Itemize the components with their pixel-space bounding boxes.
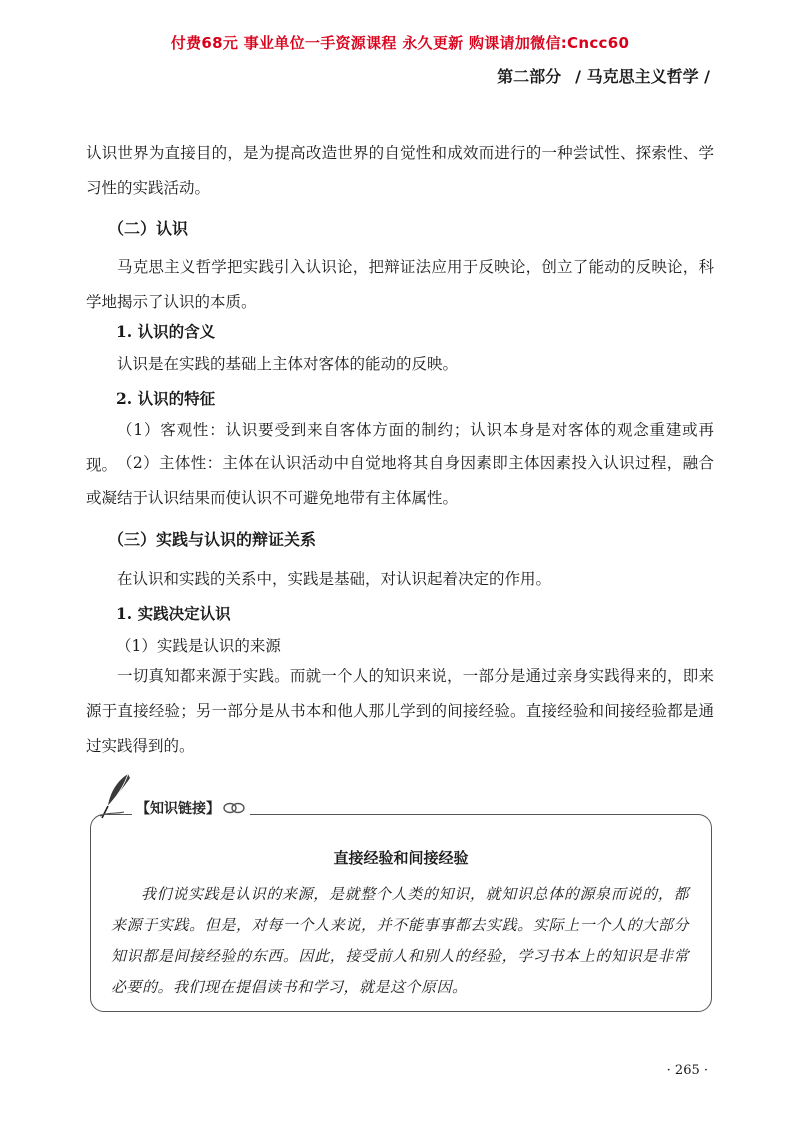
heading-meaning: 1. 认识的含义 xyxy=(116,322,216,341)
knowledge-link-title: 直接经验和间接经验 xyxy=(333,849,469,867)
knowledge-link-box xyxy=(90,814,712,1012)
running-header-section: / 马克思主义哲学 / xyxy=(575,67,710,86)
paragraph-objectivity: （1）客观性：认识要受到来自客体方面的制约；认识本身是对客体的观念重建或再现。 xyxy=(86,421,714,474)
paragraph-cognition: 马克思主义哲学把实践引入认识论，把辩证法应用于反映论，创立了能动的反映论，科学地揭示了认识的本质。 xyxy=(86,258,714,311)
heading-cognition: （二）认识 xyxy=(108,219,189,238)
heading-practice-decides: 1. 实践决定认识 xyxy=(116,604,231,623)
paragraph-subjectivity: （2）主体性：主体在认识活动中自觉地将其自身因素即主体因素投入认识过程，融合或凝结于认识结果而使认识不可避免地带有主体属性。 xyxy=(86,454,714,507)
subheading-source: （1）实践是认识的来源 xyxy=(116,637,281,655)
promo-banner: 付费68元 事业单位一手资源课程 永久更新 购课请加微信:Cncc60 xyxy=(170,34,630,52)
paragraph-intro: 认识世界为直接目的，是为提高改造世界的自觉性和成效而进行的一种尝试性、探索性、学习性的实践活动。 xyxy=(86,144,714,197)
paragraph-source: 一切真知都来源于实践。而就一个人的知识来说，一部分是通过亲身实践得来的，即来源于直接经验；另一部分是从书本和他人那儿学到的间接经验。直接经验和间接经验都是通过实践得到的。 xyxy=(86,667,714,755)
heading-features: 2. 认识的特征 xyxy=(116,389,216,408)
knowledge-link-label xyxy=(132,798,250,818)
knowledge-link-label-text: 【知识链接】 xyxy=(136,801,220,817)
paragraph-meaning: 认识是在实践的基础上主体对客体的能动的反映。 xyxy=(117,355,459,373)
running-header-part: 第二部分 xyxy=(497,67,562,86)
chain-link-icon xyxy=(222,800,246,816)
running-header xyxy=(497,64,710,87)
page-number: · 265 · xyxy=(666,1063,708,1078)
heading-dialectic: （三）实践与认识的辩证关系 xyxy=(108,530,317,549)
knowledge-link-text: 我们说实践是认识的来源，是就整个人类的知识，就知识总体的源泉而说的，都来源于实践。但是，对每一个人来说，并不能事事都去实践。实际上一个人的大部分知识都是间接经验的东西。因此，接受前人和别人的经验，学习书本上的知识是非常必要的。我们现在提倡读书和学习，就是这个原因。 xyxy=(111,885,689,996)
paragraph-dialectic: 在认识和实践的关系中，实践是基础，对认识起着决定的作用。 xyxy=(117,570,552,588)
